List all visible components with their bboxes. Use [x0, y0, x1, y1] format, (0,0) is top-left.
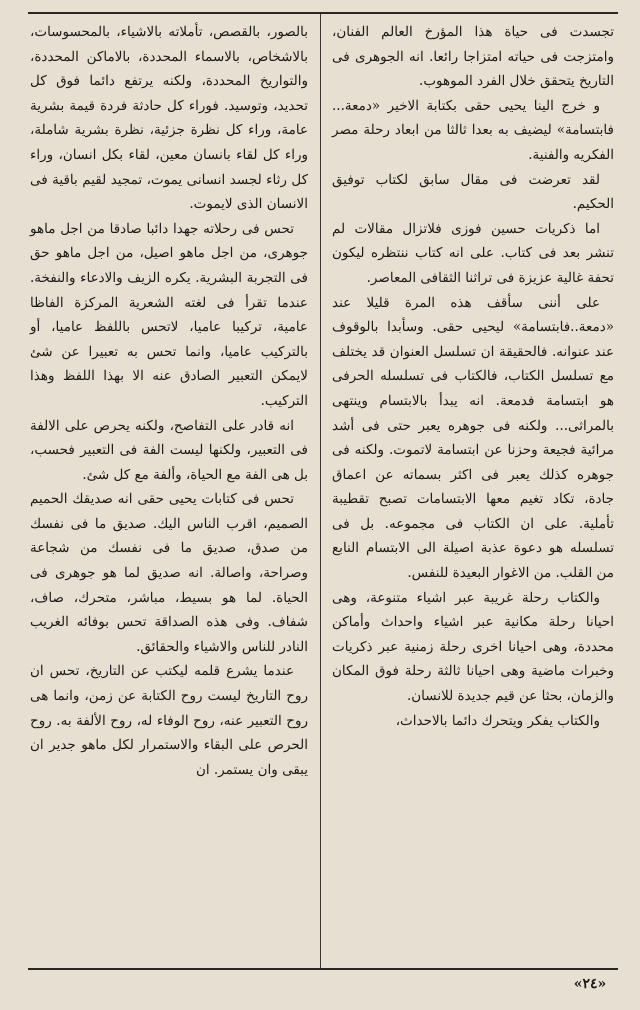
paragraph: والكتاب يفكر ويتحرك دائما بالاحداث، [395, 712, 600, 729]
paragraph: عندما يشرع قلمه ليكتب عن التاريخ، تحس ان روح التاريخ ليست روح الكتابة عن زمن، وانما هى روح التعبير عنه، روح الوفاء له، روح الألفة به. روح الحرص على البقاء والاستمرار لكل ماهو جدير ان يبقى وان يستمر. ان [30, 663, 308, 778]
paragraph: على أننى سأقف هذه المرة قليلا عند «دمعة..فابتسامة» ليحيى حقى. وسأبدا بالوقوف عند عنوانه. فالحقيقة ان تسلسل العنوان قد يختلف مع تسلسل الكتاب، فالكتاب فى تسلسله الحرفى هو ابتسامة فدمعة. انه يبدأ بالابتسام وينتهى بالمراثى... ولكنه فى جوهره يعبر حتى فى أشد مرائية فجيعة وحزنا عن ابتسامة لاتموت. ولكنه فى جوهره كذلك يعبر فى اكثر بسماته عن اعماق جادة، تكاد تغيم معها الابتسامات تصبح تقطيبة تأملية. على ان الكتاب فى مجموعه. بل فى تسلسله هو دعوة عذبة اصيلة الى الابتسام النابع من القلب. من الاغوار البعيدة للنفس. [332, 294, 614, 582]
top-rule [28, 12, 618, 14]
page-number: «٢٤» [573, 976, 607, 992]
paragraph: والكتاب رحلة غريبة عبر اشياء متنوعة، وهى احيانا رحلة مكانية عبر اشياء واحداث وأماكن محددة، وهى احيانا اخرى رحلة زمنية عبر ذكريات وخبرات ماضية وهى احيانا ثالثة رحلة فوق المكان والزمان، بحثا عن قيم جديدة للانسان. [332, 589, 614, 705]
bottom-rule [28, 968, 618, 970]
paragraph: انه قادر على التفاصح، ولكنه يحرص على الالفة فى التعبير، ولكنها ليست الفة فى التعبير فحسب، بل هى الفة مع الحياة، وألفة مع كل شئ. [30, 417, 308, 483]
paragraph: تجسدت فى حياة هذا المؤرخ العالم الفنان، وامتزجت فى حياته امتزاجا رائعا. انه الجوهرى فى التاريخ يتحقق خلال الفرد الموهوب. [332, 24, 614, 90]
paragraph: و خرج الينا يحيى حقى بكتابة الاخير «دمعة... فابتسامة» ليضيف به بعدا ثالثا من ابعاد رحلة مصر الفكريه والفنية. [332, 97, 614, 163]
paragraph: بالصور، بالقصص، تأملاته بالاشياء، بالمحسوسات، بالاشخاص، بالاسماء المحددة، بالاماكن المحددة، والتواريخ المحددة، ولكنه يرتفع دائما فوق كل تحديد، وتوسيد. فوراء كل حادثة فردة قيمة بشرية عامة، وراء كل نظرة جزئية، نظرة بشرية شاملة، وراء كل لقاء بانسان معين، لقاء بكل انسان، وراء كل رثاء لجسد انسانى يموت، تمجيد لقيم باقية فى الانسان الذى لايموت. [30, 24, 308, 213]
paragraph: تحس فى كتابات يحيى حقى انه صديقك الحميم الصميم، اقرب الناس اليك. صديق ما فى نفسك من صدق، صديق ما فى نفسك من شجاعة وصراحة، واصالة. انه صديق لما هو جوهرى فى الحياة. لما هو بسيط، مباشر، متحرك، صاف، شفاف. وفى هذه الصداقة تحس بوفائه الغريب النادر للناس والاشياء والحقائق. [30, 491, 308, 655]
right-column [332, 20, 614, 733]
paragraph: اما ذكريات حسين فوزى فلاتزال مقالات لم تنشر بعد فى كتاب. على انه كتاب ننتظره ليكون تحفة غالية عزيزة فى تراثنا الثقافى المعاصر. [332, 220, 614, 286]
paragraph: لقد تعرضت فى مقال سابق لكتاب توفيق الحكيم. [332, 171, 614, 213]
paragraph: تحس فى رحلاته جهدا دائبا صادقا من اجل ماهو جوهرى، من اجل ماهو اصيل، من اجل ماهو حق فى التجربة البشرية. يكره الزيف والادعاء والنفخة. عندما تقرأ فى لغته الشعرية المركزة الفاظا عامية، تركيبا عاميا، لاتحس باللفظ عاميا، أو بالتركيب عاميا، وانما تحس به تعبيرا عن شئ لايمكن التعبير الصادق عنه الا بهذا اللفظ وهذا التركيب. [30, 220, 308, 409]
left-column [30, 20, 308, 782]
column-divider [320, 14, 321, 968]
